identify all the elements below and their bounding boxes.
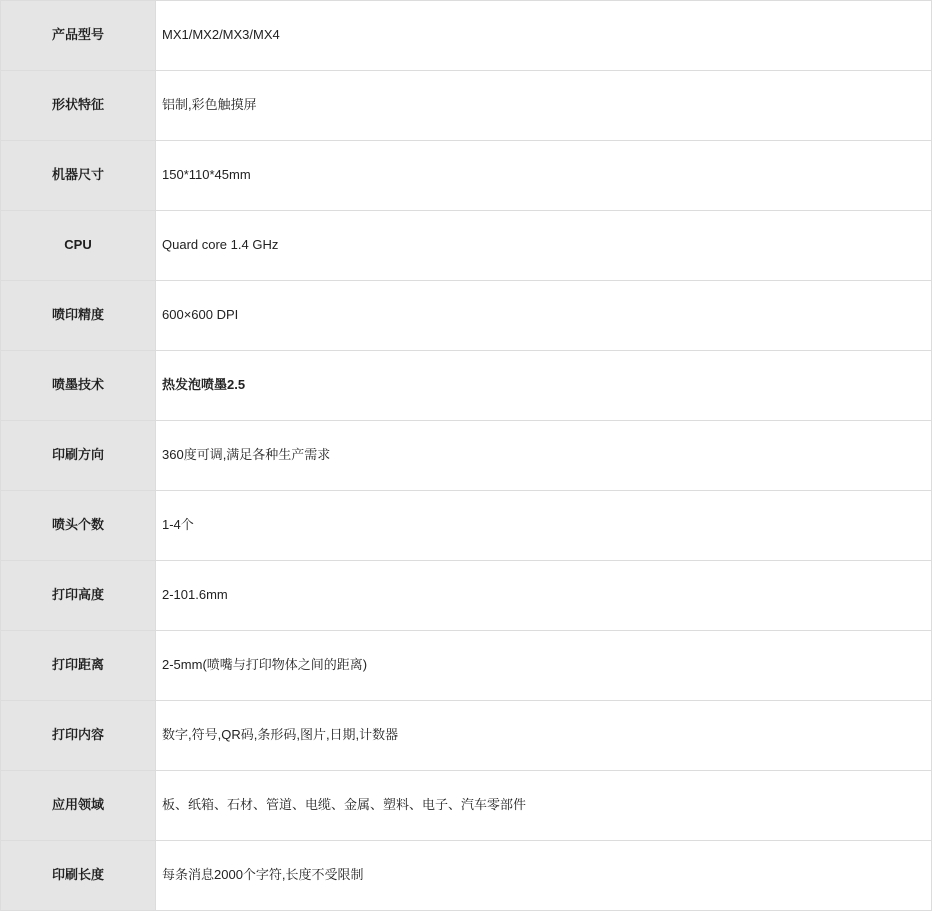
table-cell-value: 铝制,彩色触摸屏 [156, 71, 932, 141]
table-cell-value: 2-5mm(喷嘴与打印物体之间的距离) [156, 631, 932, 701]
table-cell-label: 打印距离 [1, 631, 156, 701]
table-row [1, 141, 932, 211]
table-cell-value: 150*110*45mm [156, 141, 932, 211]
table-row [1, 701, 932, 771]
table-row [1, 421, 932, 491]
table-cell-label: 应用领域 [1, 771, 156, 841]
table-cell-label: 喷墨技术 [1, 351, 156, 421]
table-cell-label: 产品型号 [1, 1, 156, 71]
table-cell-label: 印刷方向 [1, 421, 156, 491]
table-row [1, 351, 932, 421]
table-row [1, 1, 932, 71]
specifications-table-body [1, 1, 932, 911]
table-cell-value: 板、纸箱、石材、管道、电缆、金属、塑料、电子、汽车零部件 [156, 771, 932, 841]
table-cell-value: 数字,符号,QR码,条形码,图片,日期,计数器 [156, 701, 932, 771]
table-row [1, 211, 932, 281]
table-cell-value: 1-4个 [156, 491, 932, 561]
table-cell-value: 600×600 DPI [156, 281, 932, 351]
table-cell-value: 360度可调,满足各种生产需求 [156, 421, 932, 491]
table-cell-value: 每条消息2000个字符,长度不受限制 [156, 841, 932, 911]
table-cell-label: 机器尺寸 [1, 141, 156, 211]
table-cell-label: 打印内容 [1, 701, 156, 771]
table-cell-label: 喷头个数 [1, 491, 156, 561]
table-row [1, 841, 932, 911]
table-cell-value: 2-101.6mm [156, 561, 932, 631]
table-cell-value: 热发泡喷墨2.5 [156, 351, 932, 421]
table-cell-label: CPU [1, 211, 156, 281]
table-row [1, 771, 932, 841]
table-cell-label: 打印高度 [1, 561, 156, 631]
table-row [1, 631, 932, 701]
table-cell-label: 形状特征 [1, 71, 156, 141]
table-row [1, 491, 932, 561]
table-cell-label: 喷印精度 [1, 281, 156, 351]
table-cell-value: MX1/MX2/MX3/MX4 [156, 1, 932, 71]
table-cell-label: 印刷长度 [1, 841, 156, 911]
table-row [1, 71, 932, 141]
table-row [1, 561, 932, 631]
table-cell-value: Quard core 1.4 GHz [156, 211, 932, 281]
table-row [1, 281, 932, 351]
